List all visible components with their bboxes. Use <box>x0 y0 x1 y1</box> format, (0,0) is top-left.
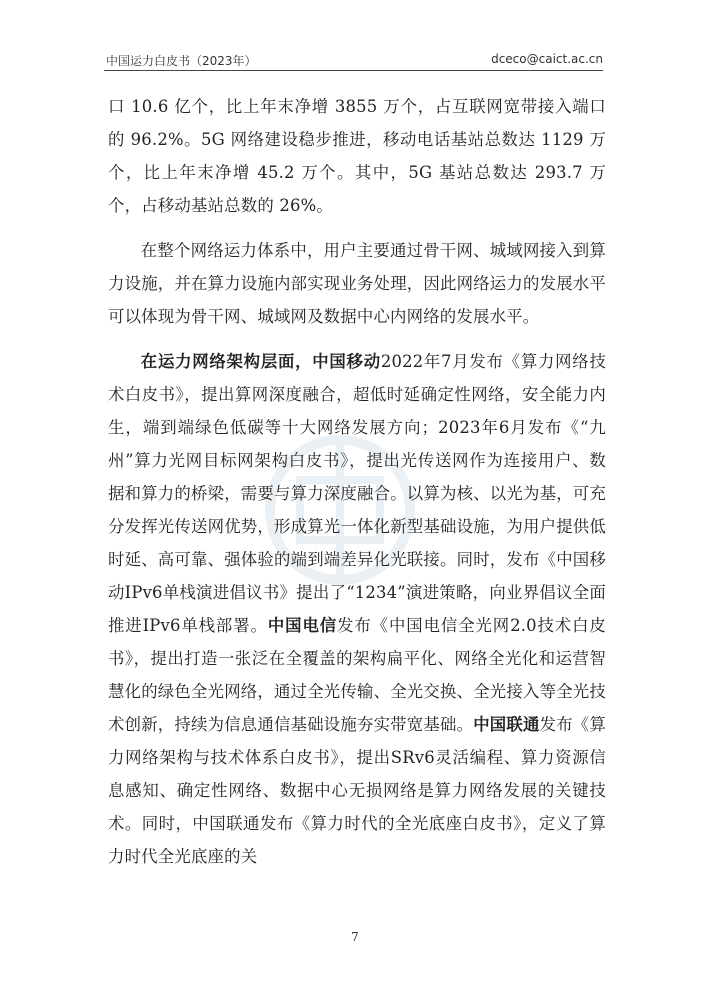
paragraph-3-text-2: 发布《中国电信全光网2.0技术白皮书》，提出打造一张泛在全覆盖的架构扁平化、网络全光化和运营智慧化的绿色全光网络，通过全光传输、全光交换、全光接入等全光技术创新，持续为信息通信基础设施夯实带宽基础。 <box>108 616 606 734</box>
bold-phrase-architecture: 在运力网络架构层面，中国移动 <box>140 352 381 371</box>
paragraph-3 <box>108 345 606 873</box>
bold-phrase-china-telecom: 中国电信 <box>267 616 338 635</box>
body-text <box>108 90 606 873</box>
paragraph-1: 口 10.6 亿个，比上年末净增 3855 万个，占互联网宽带接入端口的 96.2%。5G 网络建设稳步推进，移动电话基站总数达 1129 万个，比上年末净增 45.2 万个。其中，5G 基站总数达 293.7 万个，占移动基站总数的 26%。 <box>108 97 606 215</box>
page-header <box>104 48 603 71</box>
paragraph-3-text-3: 发布《算力网络架构与技术体系白皮书》，提出SRv6灵活编程、算力资源信息感知、确定性网络、数据中心无损网络是算力网络发展的关键技术。同时，中国联通发布《算力时代的全光底座白皮书》，定义了算力时代全光底座的关 <box>108 715 606 866</box>
header-title: 中国运力白皮书（2023年） <box>106 54 257 68</box>
bold-phrase-china-unicom: 中国联通 <box>473 715 540 734</box>
paragraph-3-text-1: 2022年7月发布《算力网络技术白皮书》，提出算网深度融合，超低时延确定性网络，安全能力内生，端到端绿色低碳等十大网络发展方向；2023年6月发布《“九州”算力光网目标网架构白皮书》，提出光传送网作为连接用户、数据和算力的桥梁，需要与算力深度融合。以算为核、以光为基，可充分发挥光传送网优势，形成算光一体化新型基础设施，为用户提供低时延、高可靠、强体验的端到端差异化光联接。同时，发布《中国移动IPv6单栈演进倡议书》提出了“1234”演进策略，向业界倡议全面推进IPv6单栈部署。 <box>108 352 606 635</box>
page-number: 7 <box>351 930 359 944</box>
paragraph-2: 在整个网络运力体系中，用户主要通过骨干网、城域网接入到算力设施，并在算力设施内部实现业务处理，因此网络运力的发展水平可以体现为骨干网、城域网及数据中心内网络的发展水平。 <box>108 241 606 326</box>
header-email: dceco@caict.ac.cn <box>491 52 603 66</box>
